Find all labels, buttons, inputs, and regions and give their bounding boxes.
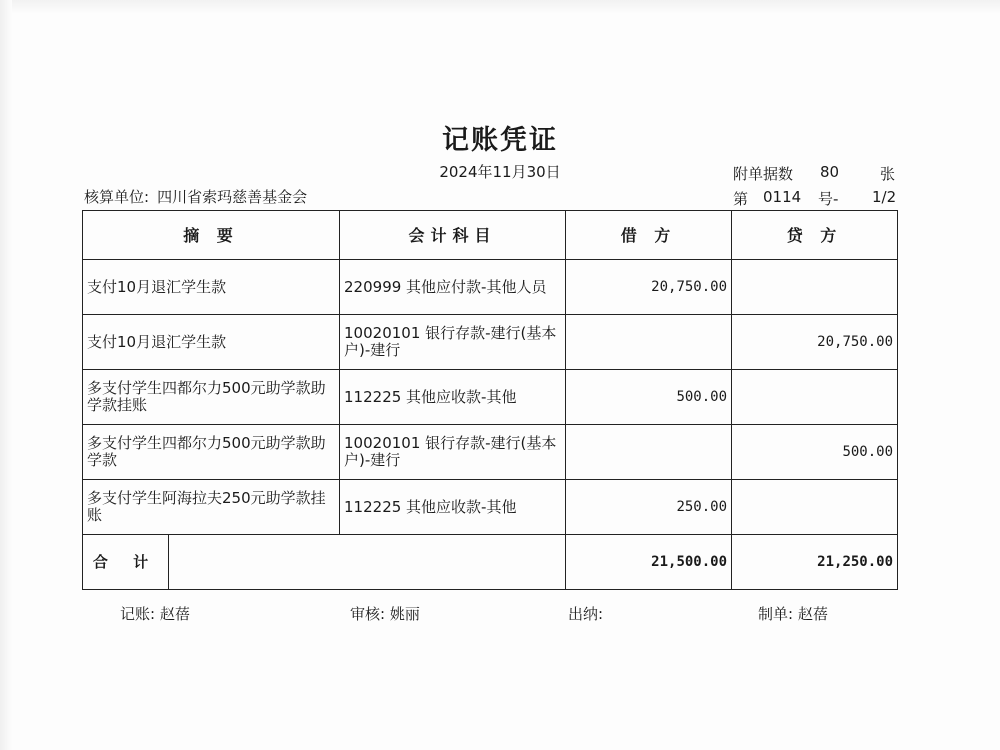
row-credit <box>732 260 898 315</box>
reviewer: 审核: 姚丽 <box>350 605 420 623</box>
table-row <box>83 260 898 315</box>
row-summary: 支付10月退汇学生款 <box>83 260 340 315</box>
voucher-page-number: 1/2 <box>872 188 897 206</box>
total-label: 合 计 <box>83 535 169 590</box>
voucher-table <box>82 210 898 590</box>
header-summary: 摘 要 <box>83 211 340 260</box>
row-debit <box>566 425 732 480</box>
row-account: 220999 其他应付款-其他人员 <box>340 260 566 315</box>
accounting-unit-name: 四川省索玛慈善基金会 <box>157 188 308 206</box>
table-row <box>83 480 898 535</box>
scan-edge <box>0 0 1000 14</box>
row-credit: 20,750.00 <box>732 315 898 370</box>
voucher-date: 2024年11月30日 <box>439 163 561 181</box>
header-credit: 贷 方 <box>732 211 898 260</box>
row-credit <box>732 480 898 535</box>
table-row <box>83 315 898 370</box>
voucher-number-suffix: 号- <box>818 190 839 208</box>
row-summary: 多支付学生阿海拉夫250元助学款挂账 <box>83 480 340 535</box>
row-summary: 支付10月退汇学生款 <box>83 315 340 370</box>
row-account: 112225 其他应收款-其他 <box>340 370 566 425</box>
total-credit: 21,250.00 <box>732 535 898 590</box>
accounting-unit-label: 核算单位: <box>84 188 150 206</box>
table-header-row <box>83 211 898 260</box>
voucher-number-prefix: 第 <box>733 190 749 208</box>
row-debit: 20,750.00 <box>566 260 732 315</box>
accounting-unit <box>84 186 315 207</box>
voucher-title: 记账凭证 <box>442 125 558 156</box>
bookkeeper: 记账: 赵蓓 <box>120 605 190 623</box>
table-row <box>83 370 898 425</box>
row-summary: 多支付学生四都尔力500元助学款助学款 <box>83 425 340 480</box>
row-summary: 多支付学生四都尔力500元助学款助学款挂账 <box>83 370 340 425</box>
header-account: 会计科目 <box>340 211 566 260</box>
total-debit: 21,500.00 <box>566 535 732 590</box>
row-debit <box>566 315 732 370</box>
row-credit <box>732 370 898 425</box>
row-account: 112225 其他应收款-其他 <box>340 480 566 535</box>
row-credit: 500.00 <box>732 425 898 480</box>
attachments-count: 80 <box>820 163 840 181</box>
preparer: 制单: 赵蓓 <box>758 605 828 623</box>
header-debit: 借 方 <box>566 211 732 260</box>
attachments-unit: 张 <box>880 165 896 183</box>
row-account: 10020101 银行存款-建行(基本户)-建行 <box>340 315 566 370</box>
table-row <box>83 425 898 480</box>
row-debit: 250.00 <box>566 480 732 535</box>
scan-edge <box>0 0 12 750</box>
attachments-label: 附单据数 <box>733 165 794 183</box>
cashier: 出纳: <box>568 605 604 623</box>
voucher-number: 0114 <box>763 188 802 206</box>
row-account: 10020101 银行存款-建行(基本户)-建行 <box>340 425 566 480</box>
total-blank <box>169 535 566 590</box>
total-row <box>83 535 898 590</box>
row-debit: 500.00 <box>566 370 732 425</box>
